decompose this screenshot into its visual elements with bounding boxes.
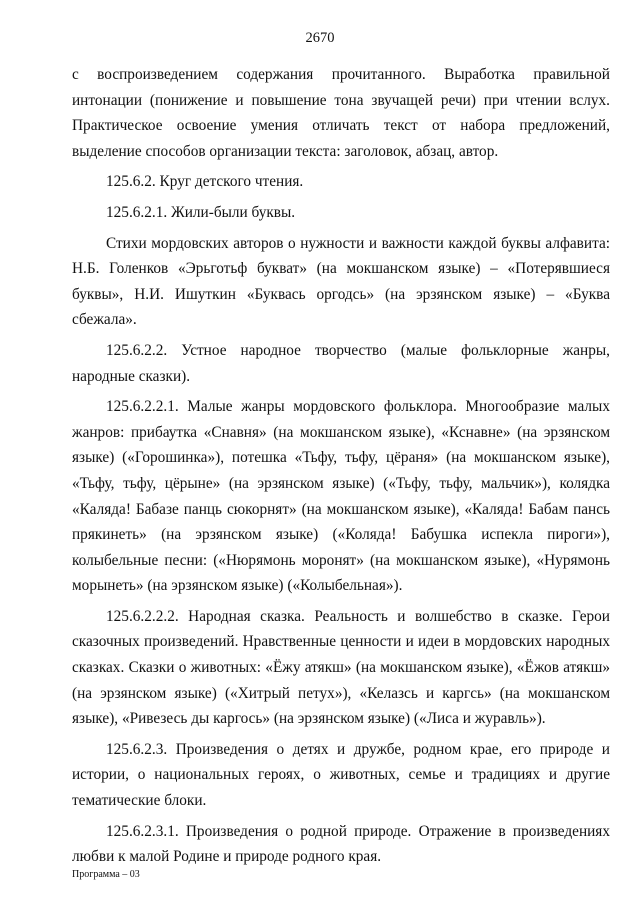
paragraph: 125.6.2.3. Произведения о детях и дружбе, родном крае, его природе и истории, о национальных героях, о животных, семье и традициях и другие тематические блоки. — [72, 740, 610, 810]
paragraph-section-heading: 125.6.2. Круг детского чтения. — [106, 173, 304, 191]
paragraph-subsection-heading: 125.6.2.1. Жили-были буквы. — [106, 203, 296, 221]
paragraph: 125.6.2.2.2. Народная сказка. Реальность и волшебство в сказке. Герои сказочных произведений. Нравственные ценности и идеи в мордовских народных сказках. Сказки о животных: «Ёжу атякш» (на мокшанском языке), «Ёжов атякш» (на эрзянском языке) («Хитрый петух»), «Келазсь и каргсь» (на мокшанском языке), «Ривезесь ды каргось» (на эрзянском языке) («Лиса и журавль»). — [72, 607, 610, 728]
document-body — [72, 62, 610, 875]
page-number: 2670 — [305, 30, 335, 46]
paragraph: 125.6.2.2.1. Малые жанры мордовского фольклора. Многообразие малых жанров: прибаутка «Снавня» (на мокшанском языке), «Кснавне» (на эрзянском языке) («Горошинка»), потешка «Тьфу, тьфу, цёраня» (на мокшанском языке), «Тьфу, тьфу, цёрыне» (на эрзянском языке) («Тьфу, тьфу, мальчик»), колядка «Каляда! Бабазе панць сюкорнят» (на мокшанском языке), «Каляда! Бабам пансь прякинеть» (на эрзянском языке) («Коляда! Бабушка испекла пироги»), колыбельные песни: («Нюрямонь моронят» (на мокшанском языке), «Нурямонь морынеть» (на эрзянском языке) («Колыбельная»). — [72, 398, 610, 595]
paragraph: 125.6.2.3.1. Произведения о родной природе. Отражение в произведениях любви к малой Родине и природе родного края. — [72, 822, 610, 866]
paragraph: Стихи мордовских авторов о нужности и важности каждой буквы алфавита: Н.Б. Голенков «Эрьготьф букват» (на мокшанском языке) – «Потерявшиеся буквы», Н.И. Ишуткин «Буквась оргодсь» (на эрзянском языке) – «Буква сбежала». — [72, 234, 610, 329]
paragraph-continuation: с воспроизведением содержания прочитанного. Выработка правильной интонации (понижение и повышение тона звучащей речи) при чтении вслух. Практическое освоение умения отличать текст от набора предложений, выделение способов организации текста: заголовок, абзац, автор. — [72, 66, 610, 160]
paragraph: 125.6.2.2. Устное народное творчество (малые фольклорные жанры, народные сказки). — [72, 341, 610, 385]
footer-label: Программа – 03 — [72, 869, 140, 880]
